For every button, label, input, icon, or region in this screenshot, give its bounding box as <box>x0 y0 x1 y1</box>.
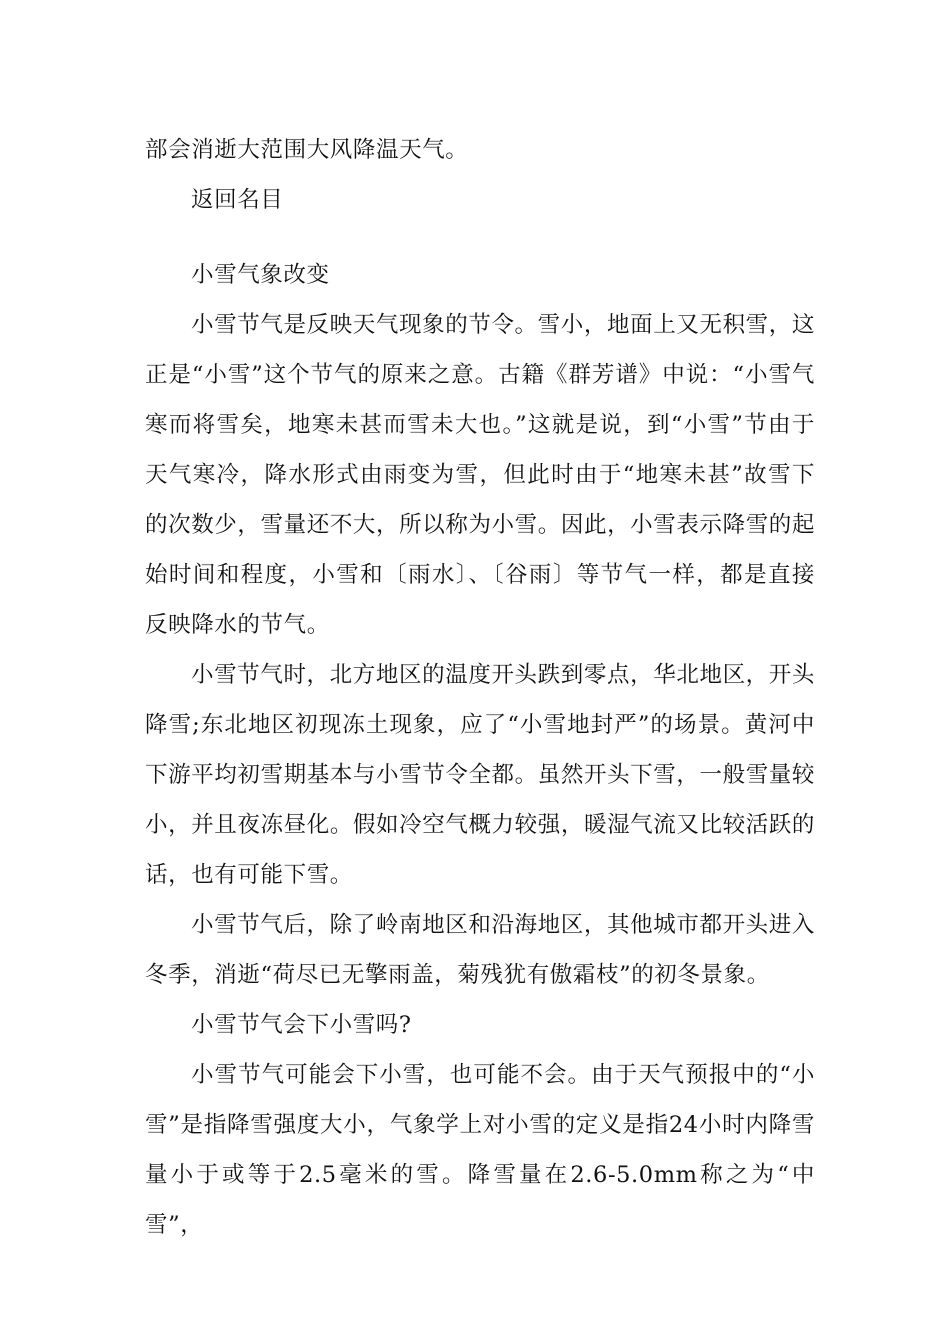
document-page <box>145 125 815 1250</box>
back-to-contents-link[interactable]: 返回名目 <box>191 187 284 213</box>
paragraph-continuation: 部会消逝大范围大风降温天气。 <box>145 137 469 163</box>
paragraph-2: 小雪节气时，北方地区的温度开头跌到零点，华北地区，开头降雪;东北地区初现冻土现象，应了“小雪地封严”的场景。黄河中下游平均初雪期基本与小雪节令全都。虽然开头下雪，一般雪量较小，并且夜冻昼化。假如冷空气概力较强，暖湿气流又比较活跃的话，也有可能下雪。 <box>145 662 815 888</box>
section-heading: 小雪气象改变 <box>191 262 330 288</box>
question-heading: 小雪节气会下小雪吗? <box>191 1012 412 1038</box>
paragraph-3: 小雪节气后，除了岭南地区和沿海地区，其他城市都开头进入冬季，消逝“荷尽已无擎雨盖，菊残犹有傲霜枝”的初冬景象。 <box>145 912 815 988</box>
paragraph-4: 小雪节气可能会下小雪，也可能不会。由于天气预报中的“小雪”是指降雪强度大小，气象学上对小雪的定义是指24小时内降雪量小于或等于2.5毫米的雪。降雪量在2.6-5.0mm称之为“中雪”， <box>145 1062 815 1238</box>
paragraph-1: 小雪节气是反映天气现象的节令。雪小，地面上又无积雪，这正是“小雪”这个节气的原来之意。古籍《群芳谱》中说：“小雪气寒而将雪矣，地寒未甚而雪未大也。”这就是说，到“小雪”节由于天气寒冷，降水形式由雨变为雪，但此时由于“地寒未甚”故雪下的次数少，雪量还不大，所以称为小雪。因此，小雪表示降雪的起始时间和程度，小雪和〔雨水〕、〔谷雨〕等节气一样，都是直接反映降水的节气。 <box>145 312 815 638</box>
